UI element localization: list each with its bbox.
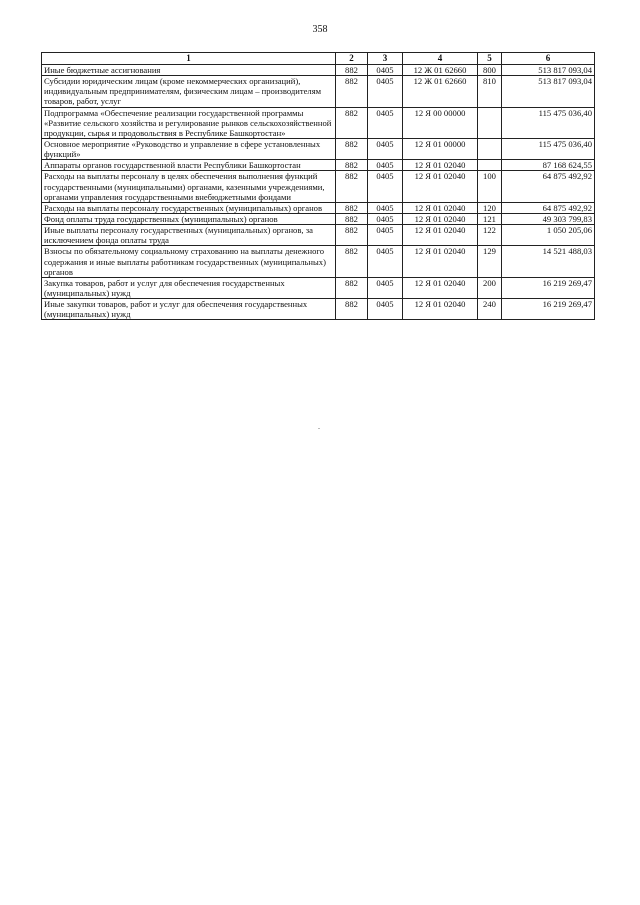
header-col-5: 5 (478, 53, 502, 65)
row-admin-code-cell: 882 (336, 246, 368, 277)
table-row (42, 202, 595, 213)
table-row (42, 65, 595, 76)
row-amount-cell: 14 521 488,03 (502, 246, 595, 277)
row-target-article-cell: 12 Я 01 02040 (403, 299, 478, 320)
row-expense-type-cell: 121 (478, 213, 502, 224)
row-section-code-cell: 0405 (368, 277, 403, 298)
table-row (42, 107, 595, 138)
row-amount-cell: 87 168 624,55 (502, 160, 595, 171)
row-expense-type-cell: 200 (478, 277, 502, 298)
row-name-cell: Основное мероприятие «Руководство и управление в сфере установленных функций» (42, 138, 336, 159)
header-row (42, 53, 595, 65)
row-admin-code-cell: 882 (336, 65, 368, 76)
row-expense-type-cell: 129 (478, 246, 502, 277)
row-section-code-cell: 0405 (368, 246, 403, 277)
row-name-cell: Иные бюджетные ассигнования (42, 65, 336, 76)
row-amount-cell: 115 475 036,40 (502, 107, 595, 138)
row-name-cell: Субсидии юридическим лицам (кроме некоммерческих организаций), индивидуальным предпринимателям, физическим лицам – производителям товаров, работ, услуг (42, 76, 336, 107)
table-row (42, 138, 595, 159)
row-section-code-cell: 0405 (368, 107, 403, 138)
budget-table (41, 52, 595, 320)
row-section-code-cell: 0405 (368, 225, 403, 246)
row-amount-cell: 513 817 093,04 (502, 76, 595, 107)
row-expense-type-cell (478, 160, 502, 171)
row-name-cell: Расходы на выплаты персоналу в целях обеспечения выполнения функций государственными (муниципальными) органами, казенными учреждениями, органами управления государственными внебюджетными фондами (42, 171, 336, 202)
row-target-article-cell: 12 Я 01 02040 (403, 277, 478, 298)
row-target-article-cell: 12 Я 01 02040 (403, 246, 478, 277)
row-target-article-cell: 12 Я 01 02040 (403, 160, 478, 171)
row-name-cell: Иные выплаты персоналу государственных (муниципальных) органов, за исключением фонда оплаты труда (42, 225, 336, 246)
table-row (42, 76, 595, 107)
row-expense-type-cell: 800 (478, 65, 502, 76)
row-name-cell: Закупка товаров, работ и услуг для обеспечения государственных (муниципальных) нужд (42, 277, 336, 298)
row-admin-code-cell: 882 (336, 160, 368, 171)
row-section-code-cell: 0405 (368, 202, 403, 213)
row-section-code-cell: 0405 (368, 299, 403, 320)
row-expense-type-cell: 100 (478, 171, 502, 202)
row-amount-cell: 16 219 269,47 (502, 299, 595, 320)
table-row (42, 225, 595, 246)
row-target-article-cell: 12 Ж 01 62660 (403, 65, 478, 76)
row-target-article-cell: 12 Я 01 00000 (403, 138, 478, 159)
row-expense-type-cell: 120 (478, 202, 502, 213)
row-section-code-cell: 0405 (368, 65, 403, 76)
row-target-article-cell: 12 Я 00 00000 (403, 107, 478, 138)
row-amount-cell: 115 475 036,40 (502, 138, 595, 159)
row-expense-type-cell: 810 (478, 76, 502, 107)
row-admin-code-cell: 882 (336, 76, 368, 107)
row-section-code-cell: 0405 (368, 160, 403, 171)
row-section-code-cell: 0405 (368, 213, 403, 224)
row-admin-code-cell: 882 (336, 299, 368, 320)
row-admin-code-cell: 882 (336, 213, 368, 224)
row-amount-cell: 513 817 093,04 (502, 65, 595, 76)
row-section-code-cell: 0405 (368, 76, 403, 107)
header-col-6: 6 (502, 53, 595, 65)
row-amount-cell: 64 875 492,92 (502, 171, 595, 202)
row-name-cell: Подпрограмма «Обеспечение реализации государственной программы «Развитие сельского хозяйства и регулирование рынков сельскохозяйственной продукции, сырья и продовольствия в Республике Башкортостан» (42, 107, 336, 138)
row-section-code-cell: 0405 (368, 171, 403, 202)
row-expense-type-cell (478, 107, 502, 138)
row-amount-cell: 1 050 205,06 (502, 225, 595, 246)
row-name-cell: Фонд оплаты труда государственных (муниципальных) органов (42, 213, 336, 224)
row-expense-type-cell (478, 138, 502, 159)
row-expense-type-cell: 240 (478, 299, 502, 320)
table-row (42, 246, 595, 277)
row-name-cell: Аппараты органов государственной власти Республики Башкортостан (42, 160, 336, 171)
table-row (42, 299, 595, 320)
table-header (42, 53, 595, 65)
row-amount-cell: 49 303 799,83 (502, 213, 595, 224)
row-target-article-cell: 12 Я 01 02040 (403, 202, 478, 213)
header-col-3: 3 (368, 53, 403, 65)
row-admin-code-cell: 882 (336, 107, 368, 138)
row-target-article-cell: 12 Ж 01 62660 (403, 76, 478, 107)
row-target-article-cell: 12 Я 01 02040 (403, 213, 478, 224)
row-section-code-cell: 0405 (368, 138, 403, 159)
row-target-article-cell: 12 Я 01 02040 (403, 171, 478, 202)
row-amount-cell: 16 219 269,47 (502, 277, 595, 298)
row-admin-code-cell: 882 (336, 171, 368, 202)
table-row (42, 277, 595, 298)
page-number: 358 (312, 24, 328, 35)
row-expense-type-cell: 122 (478, 225, 502, 246)
table-body (42, 65, 595, 320)
table-row (42, 213, 595, 224)
row-name-cell: Иные закупки товаров, работ и услуг для обеспечения государственных (муниципальных) нужд (42, 299, 336, 320)
row-target-article-cell: 12 Я 01 02040 (403, 225, 478, 246)
header-col-4: 4 (403, 53, 478, 65)
table-row (42, 171, 595, 202)
row-amount-cell: 64 875 492,92 (502, 202, 595, 213)
row-admin-code-cell: 882 (336, 225, 368, 246)
row-admin-code-cell: 882 (336, 202, 368, 213)
table-row (42, 160, 595, 171)
row-admin-code-cell: 882 (336, 277, 368, 298)
row-name-cell: Расходы на выплаты персоналу государственных (муниципальных) органов (42, 202, 336, 213)
row-admin-code-cell: 882 (336, 138, 368, 159)
header-col-2: 2 (336, 53, 368, 65)
scan-speck (318, 428, 320, 429)
row-name-cell: Взносы по обязательному социальному страхованию на выплаты денежного содержания и иные выплаты работникам государственных (муниципальных) органов (42, 246, 336, 277)
header-col-1: 1 (42, 53, 336, 65)
